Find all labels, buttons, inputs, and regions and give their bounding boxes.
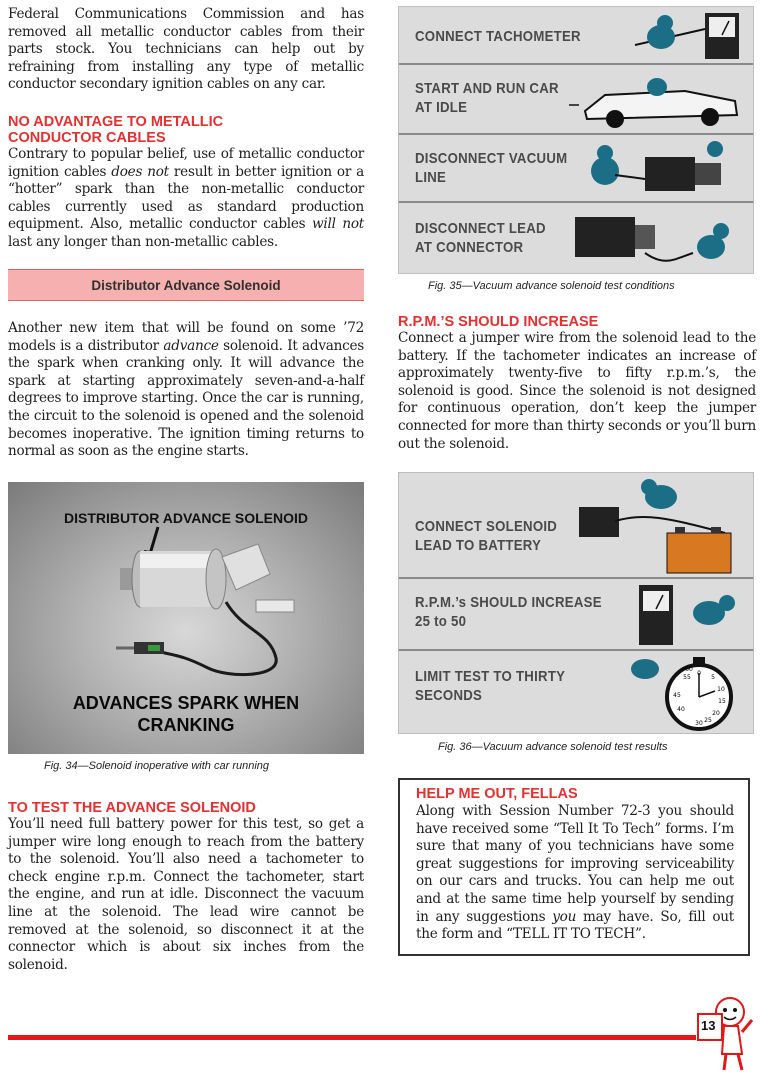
row-label — [415, 517, 557, 555]
row-text: AT IDLE — [415, 99, 468, 116]
text-run: may have. So, fill out the form and “TELL IT TO TECH”. — [416, 908, 734, 943]
solenoid-paragraph — [8, 320, 364, 461]
row-text: LEAD TO BATTERY — [415, 537, 542, 554]
vacuum-line-icon — [575, 135, 745, 203]
row-text: START AND RUN CAR — [415, 80, 559, 97]
tachometer-reading-icon — [635, 579, 745, 651]
stopwatch-numeral: 45 — [673, 692, 681, 699]
row-label — [415, 667, 565, 705]
rpm-paragraph: Connect a jumper wire from the solenoid lead to the battery. If the tachometer indicates an increase of approximately twenty-five to fifty r.p.m.’s, the solenoid is good. Since the solenoid is not designed for continuous operation, don’t keep the jumper connected for more than thirty seconds or you’ll burn out the solenoid. — [398, 330, 756, 452]
row-text: CONNECT SOLENOID — [415, 518, 558, 535]
fig35-panel — [398, 6, 754, 274]
page-number: 13 — [701, 1018, 716, 1033]
battery-icon — [575, 473, 745, 577]
help-heading: HELP ME OUT, FELLAS — [416, 786, 578, 802]
panel-row — [399, 63, 753, 135]
stopwatch-numeral: 60 — [685, 666, 693, 673]
help-paragraph — [416, 803, 734, 944]
row-text: LIMIT TEST TO THIRTY — [415, 668, 566, 685]
test-section — [8, 800, 364, 974]
solenoid-section — [8, 320, 364, 461]
row-text: CONNECT TACHOMETER — [415, 28, 581, 45]
emphasis: does not — [111, 163, 169, 180]
row-text: 25 to 50 — [415, 613, 467, 630]
row-label — [415, 79, 559, 117]
emphasis: advance — [163, 337, 219, 354]
emphasis: you — [552, 908, 577, 925]
panel-row — [399, 473, 753, 577]
solenoid-photo — [8, 482, 364, 754]
connector-icon — [565, 203, 745, 275]
stopwatch-numeral: 55 — [683, 674, 691, 681]
stopwatch-numeral: 5 — [711, 674, 715, 681]
fig35-caption: Fig. 35—Vacuum advance solenoid test conditions — [428, 280, 675, 292]
row-text: LINE — [415, 169, 447, 186]
row-label — [415, 149, 567, 187]
row-label — [415, 593, 602, 631]
stopwatch-numeral: 0 — [697, 670, 701, 677]
photo-label-line1: ADVANCES SPARK WHEN — [72, 693, 300, 713]
stopwatch-icon — [615, 651, 745, 735]
fig34-caption: Fig. 34—Solenoid inoperative with car running — [44, 760, 270, 772]
row-text: AT CONNECTOR — [415, 239, 524, 256]
text-run: result in better ignition or a “hotter” spark than the non-metallic conductor cables currently used as standard production equipment. Also, metallic conductor cables — [8, 163, 364, 233]
test-paragraph: You’ll need full battery power for this test, so get a jumper wire long enough to reach from the battery to the solenoid. You’ll also need a tachometer to check engine r.p.m. Connect the tachometer, start the engine, and run at idle. Disconnect the vacuum line at the solenoid. The lead wire cannot be removed at the solenoid, so disconnect it at the connector which is about six inches from the solenoid. — [8, 816, 364, 973]
stopwatch-numeral: 15 — [718, 698, 726, 705]
text-run: Along with Session Number 72-3 you should have received some “Tell It To Tech” forms. I’m sure that many of you technicians have some great suggestions for improving serviceability on our cars and trucks. You can help me out and at the same time help yourself by sending in any suggestions — [416, 803, 734, 925]
stopwatch-numeral: 10 — [717, 686, 725, 693]
section-banner: Distributor Advance Solenoid — [8, 269, 364, 301]
left-column — [8, 6, 364, 252]
test-heading: TO TEST THE ADVANCE SOLENOID — [8, 800, 256, 816]
stopwatch-numeral: 25 — [704, 717, 712, 724]
row-text: R.P.M.’s SHOULD INCREASE — [415, 594, 602, 611]
row-text: DISCONNECT LEAD — [415, 220, 546, 237]
fig36-caption: Fig. 36—Vacuum advance solenoid test results — [438, 741, 668, 753]
panel-row — [399, 649, 753, 735]
photo-label-bottom — [8, 692, 364, 736]
mascot-icon — [694, 994, 756, 1072]
stopwatch-numeral: 30 — [695, 720, 703, 727]
no-advantage-heading-line1: NO ADVANTAGE TO METALLIC — [8, 113, 224, 130]
emphasis: will not — [312, 216, 364, 233]
row-text: SECONDS — [415, 687, 483, 704]
row-label — [415, 219, 546, 257]
text-run: solenoid. It advances the spark when cranking only. It will advance the spark at starting approximately seven-and-a-half degrees to improve starting. Once the car is running, the circuit to the solenoid is opened and the solenoid becomes inoperative. The ignition timing returns to normal as soon as the engine starts. — [8, 337, 365, 460]
no-advantage-heading-line2: CONDUCTOR CABLES — [8, 129, 166, 146]
rpm-section — [398, 314, 756, 453]
photo-label-line2: CRANKING — [137, 715, 235, 735]
footer-rule — [8, 1035, 696, 1040]
no-advantage-heading — [8, 114, 364, 146]
text-run: Another new item that will be found on some ’72 models is a distributor — [8, 320, 364, 354]
panel-row — [399, 7, 753, 63]
text-run: last any longer than non-metallic cables. — [8, 233, 278, 250]
fig36-panel — [398, 472, 754, 734]
text-run: Contrary to popular belief, use of metallic conductor ignition cables — [8, 145, 364, 180]
panel-row — [399, 133, 753, 203]
tachometer-icon — [605, 7, 745, 63]
panel-row — [399, 577, 753, 651]
help-box — [398, 778, 750, 956]
stopwatch-numeral: 20 — [712, 710, 720, 717]
intro-paragraph: Federal Communications Commission and has removed all metallic conductor cables from their parts stock. You technicians can help out by refraining from installing any type of metallic conductor secondary ignition cables on any car. — [8, 6, 364, 93]
rpm-heading: R.P.M.’S SHOULD INCREASE — [398, 314, 599, 330]
stopwatch-numeral: 40 — [677, 706, 685, 713]
no-advantage-paragraph — [8, 146, 364, 252]
row-label — [415, 27, 581, 46]
car-icon — [565, 65, 745, 135]
photo-label-top: DISTRIBUTOR ADVANCE SOLENOID — [64, 510, 308, 526]
panel-row — [399, 201, 753, 275]
row-text: DISCONNECT VACUUM — [415, 150, 568, 167]
